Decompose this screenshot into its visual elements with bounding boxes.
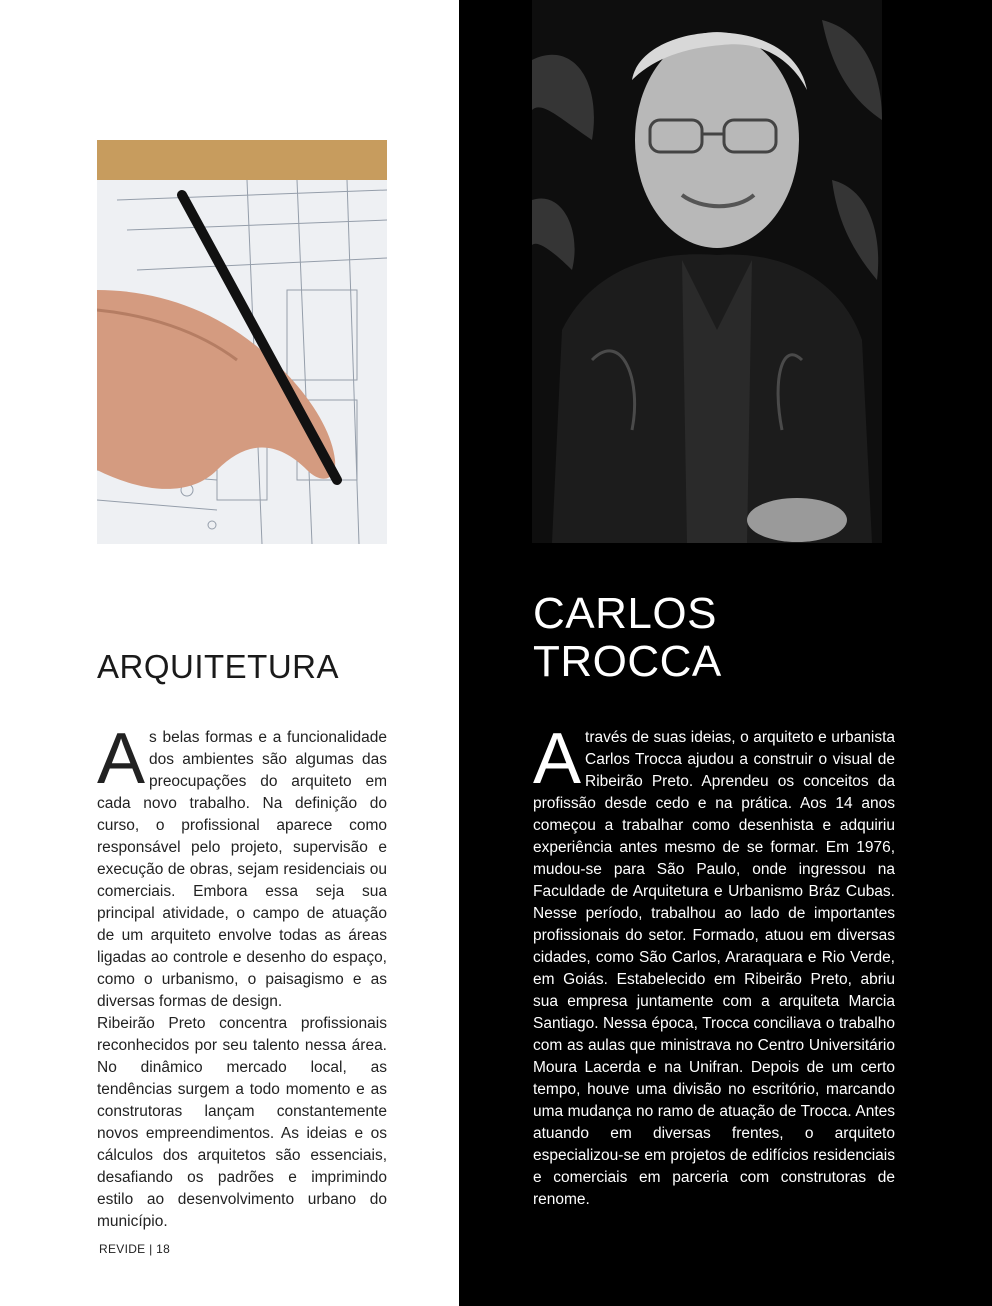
arquitetura-paragraph-2: Ribeirão Preto concentra profissionais reconhecidos por seu talento nessa área. No dinâmico mercado local, as tendências surgem a todo momento e as construtoras lançam constantemente novos empreendimentos. As ideias e os cálculos dos arquitetos são essenciais, desafiando os padrões e imprimindo estilo ao desenvolvimento urbano do município. — [97, 1015, 387, 1230]
page-footer: REVIDE | 18 — [99, 1242, 171, 1256]
dropcap-letter: A — [97, 719, 146, 799]
heading-line-2: TROCCA — [533, 637, 722, 686]
paragraph-1-text: través de suas ideias, o arquiteto e urbanista Carlos Trocca ajudou a construir o visual de Ribeirão Preto. Aprendeu os conceitos da profissão desde cedo e na prática. Aos 14 anos começou a trabalhar como desenhista e adquiriu experiência antes mesmo de se formar. Em 1976, mudou-se para São Paulo, onde ingressou na Faculdade de Arquitetura e Urbanismo Bráz Cubas. Nesse período, trabalhou ao lado de importantes profissionais do setor. Formado, atuou em diversas cidades, como São Carlos, Araraquara e Rio Verde, em Goiás. Estabelecido em Ribeirão Preto, abriu sua empresa juntamente com a arquiteta Marcia Santiago. Nessa época, Trocca conciliava o trabalho com as aulas que ministrava no Centro Universitário Moura Lacerda e na Unifran. Depois de um certo tempo, houve uma divisão no escritório, marcando uma mudança no ramo de atuação de Trocca. Antes atuando em diversas frentes, o arquiteto especializou-se em projetos de edifícios residenciais e comerciais em parceria com construtoras de renome. — [533, 729, 895, 1208]
hand-drawing-blueprint-photo — [97, 140, 387, 544]
heading-line-1: CARLOS — [533, 589, 717, 638]
dropcap-letter: A — [533, 719, 582, 799]
arquitetura-heading: ARQUITETURA — [97, 648, 340, 685]
paragraph-1-text: s belas formas e a funcionalidade dos ambientes são algumas das preocupações do arquiteto em cada novo trabalho. Na definição do curso, o profissional aparece como responsável pelo projeto, supervisão e execução de obras, sejam residenciais ou comerciais. Embora essa seja sua principal atividade, o campo de atuação de um arquiteto envolve todas as áreas ligadas ao controle e desenho do espaço, como o urbanismo, o paisagismo e as diversas formas de design. — [97, 729, 387, 1010]
portrait-photo — [532, 0, 882, 543]
arquitetura-body — [97, 719, 387, 1233]
carlos-trocca-body — [533, 719, 895, 1211]
carlos-trocca-heading — [533, 590, 722, 686]
arquitetura-paragraph-1 — [97, 719, 387, 1013]
carlos-trocca-paragraph-1 — [533, 719, 895, 1211]
